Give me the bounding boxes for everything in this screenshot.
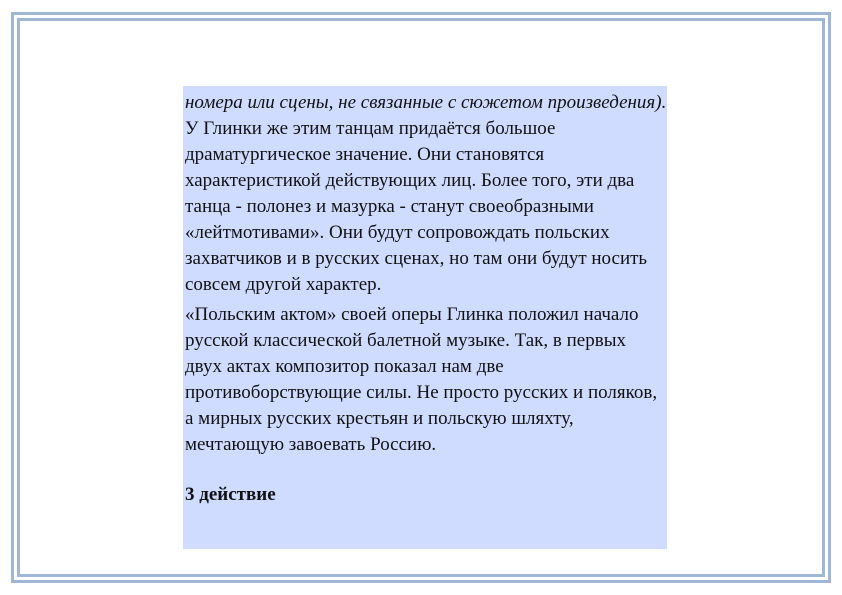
italic-text: номера или сцены, не связанные с сюжетом произведения). <box>185 92 667 113</box>
paragraph-polish-dances <box>185 90 667 298</box>
text-block <box>183 86 667 549</box>
section-heading: 3 действие <box>185 484 276 505</box>
regular-text: У Глинки же этим танцам придаётся большое драматургическое значение. Они становятся характеристикой действующих лиц. Более того, эти два танца - полонез и мазурка - станут своеобразными «лейтмотивами». Они будут сопровождать польских захватчиков и в русских сценах, но там они будут носить совсем другой характер. <box>185 118 648 295</box>
paragraph-polish-act: «Польским актом» своей оперы Глинка положил начало русской классической балетной музыке. Так, в первых двух актах композитор показал нам две противоборствующие силы. Не просто русских и поляков, а мирных русских крестьян и польскую шляхту, мечтающую завоевать Россию. <box>185 304 658 455</box>
